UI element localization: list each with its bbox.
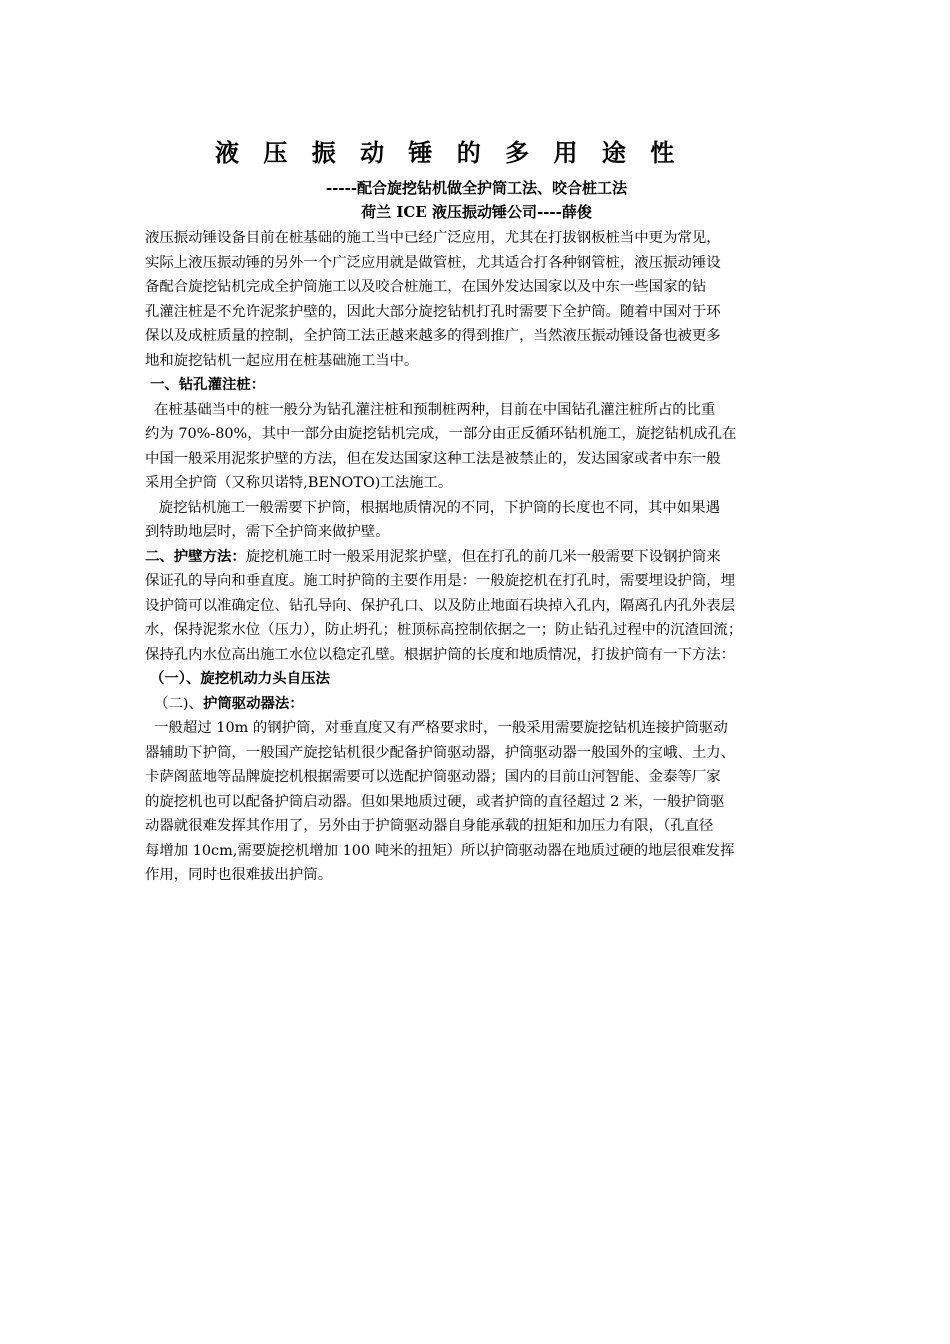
line-text: 动器就很难发挥其作用了，另外由于护筒驱动器自身能承载的扭矩和加压力有限，（孔直径	[145, 818, 714, 834]
line-text: 采用全护筒（又称贝诺特,BENOTO)工法施工。	[145, 475, 453, 491]
body-line	[145, 643, 810, 668]
body-line	[145, 471, 810, 496]
line-text: 到特助地层时，需下全护筒来做护壁。	[145, 524, 390, 540]
body-line	[145, 790, 810, 815]
body-line	[145, 863, 810, 888]
body-line	[145, 618, 810, 643]
line-text: 地和旋挖钻机一起应用在桩基础施工当中。	[145, 352, 419, 369]
document-subtitle: -----配合旋挖钻机做全护筒工法、咬合桩工法	[325, 179, 628, 197]
body-line	[145, 839, 810, 864]
line-text: 在桩基础当中的桩一般分为钻孔灌注桩和预制桩两种，目前在中国钻孔灌注桩所占的比重	[145, 401, 716, 418]
body-line	[145, 251, 810, 276]
line-text: 作用，同时也很难拔出护筒。	[145, 867, 333, 883]
body-line	[145, 447, 810, 472]
body-line	[145, 496, 810, 521]
section-heading: 一、钻孔灌注桩：	[145, 376, 266, 393]
body-line	[145, 741, 810, 766]
line-text: 水，保持泥浆水位（压力），防止坍孔；桩顶标高控制依据之一；防止钻孔过程中的沉渣回流；	[145, 622, 743, 638]
document-body	[145, 226, 810, 888]
body-line	[145, 373, 810, 398]
document-title: 液 压 振 动 锤 的 多 用 途 性	[215, 139, 683, 167]
line-text: 孔灌注桩是不允许泥浆护壁的，因此大部分旋挖钻机打孔时需要下全护筒。随着中国对于环	[145, 303, 721, 320]
body-line	[145, 569, 810, 594]
body-line	[145, 692, 810, 717]
line-text: 的旋挖机也可以配备护筒启动器。但如果地质过硬，或者护筒的直径超过 2 米，一般护筒驱	[145, 793, 725, 810]
body-line	[145, 300, 810, 325]
line-text: 实际上液压振动锤的另外一个广泛应用就是做管桩，尤其适合打各种钢管桩，液压振动锤设	[145, 254, 721, 271]
line-text: 旋挖机施工时一般采用泥浆护壁，但在打孔的前几米一般需要下设钢护筒来	[245, 548, 721, 565]
line-text: 器辅助下护筒，一般国产旋挖钻机很少配备护筒驱动器，护筒驱动器一般国外的宝峨、土力、	[145, 744, 736, 761]
line-text: （二)、	[145, 695, 203, 712]
section-heading: （一）、旋挖机动力头自压法	[145, 670, 330, 687]
body-line	[145, 765, 810, 790]
body-line	[145, 667, 810, 692]
body-line	[145, 814, 810, 839]
body-line	[145, 716, 810, 741]
body-line	[145, 275, 810, 300]
line-text: 保证孔的导向和垂直度。施工时护筒的主要作用是：一般旋挖机在打孔时，需要埋设护筒，埋	[145, 573, 736, 589]
section-heading: 护筒驱动器法：	[202, 694, 304, 712]
line-text: 保持孔内水位高出施工水位以稳定孔壁。根据护筒的长度和地质情况，打拔护筒有一下方法：	[145, 646, 736, 663]
line-text: 一般超过 10m 的钢护筒，对垂直度又有严格要求时，一般采用需要旋挖钻机连接护筒驱动	[145, 720, 728, 736]
line-text: 每增加 10cm,需要旋挖机增加 100 吨米的扭矩）所以护筒驱动器在地质过硬的地层很难发挥	[145, 842, 735, 859]
body-line	[145, 422, 810, 447]
body-line	[145, 324, 810, 349]
body-line	[145, 594, 810, 619]
body-line	[145, 349, 810, 374]
line-text: 液压振动锤设备目前在桩基础的施工当中已经广泛应用，尤其在打拔钢板桩当中更为常见，	[145, 230, 721, 246]
body-line	[145, 545, 810, 570]
line-text: 备配合旋挖钻机完成全护筒施工以及咬合桩施工，在国外发达国家以及中东一些国家的钻	[145, 279, 707, 295]
document-author: 荷兰 ICE 液压振动锤公司----薛俊	[361, 203, 592, 221]
section-heading: 二、护壁方法：	[145, 547, 246, 565]
body-line	[145, 226, 810, 251]
line-text: 中国一般采用泥浆护壁的方法，但在发达国家这种工法是被禁止的，发达国家或者中东一般	[145, 450, 721, 467]
line-text: 保以及成桩质量的控制，全护筒工法正越来越多的得到推广，当然液压振动锤设备也被更多	[145, 328, 721, 344]
line-text: 旋挖钻机施工一般需要下护筒，根据地质情况的不同，下护筒的长度也不同，其中如果遇	[145, 499, 720, 516]
body-line	[145, 398, 810, 423]
body-line	[145, 520, 810, 545]
line-text: 设护筒可以准确定位、钻孔导向、保护孔口、以及防止地面石块掉入孔内，隔离孔内孔外表层	[145, 597, 736, 614]
line-text: 卡萨阁蓝地等品牌旋挖机根据需要可以选配护筒驱动器；国内的目前山河智能、金泰等厂家	[145, 769, 721, 785]
line-text: 约为 70%-80%，其中一部分由旋挖钻机完成，一部分由正反循环钻机施工，旋挖钻机成孔在	[145, 426, 737, 442]
